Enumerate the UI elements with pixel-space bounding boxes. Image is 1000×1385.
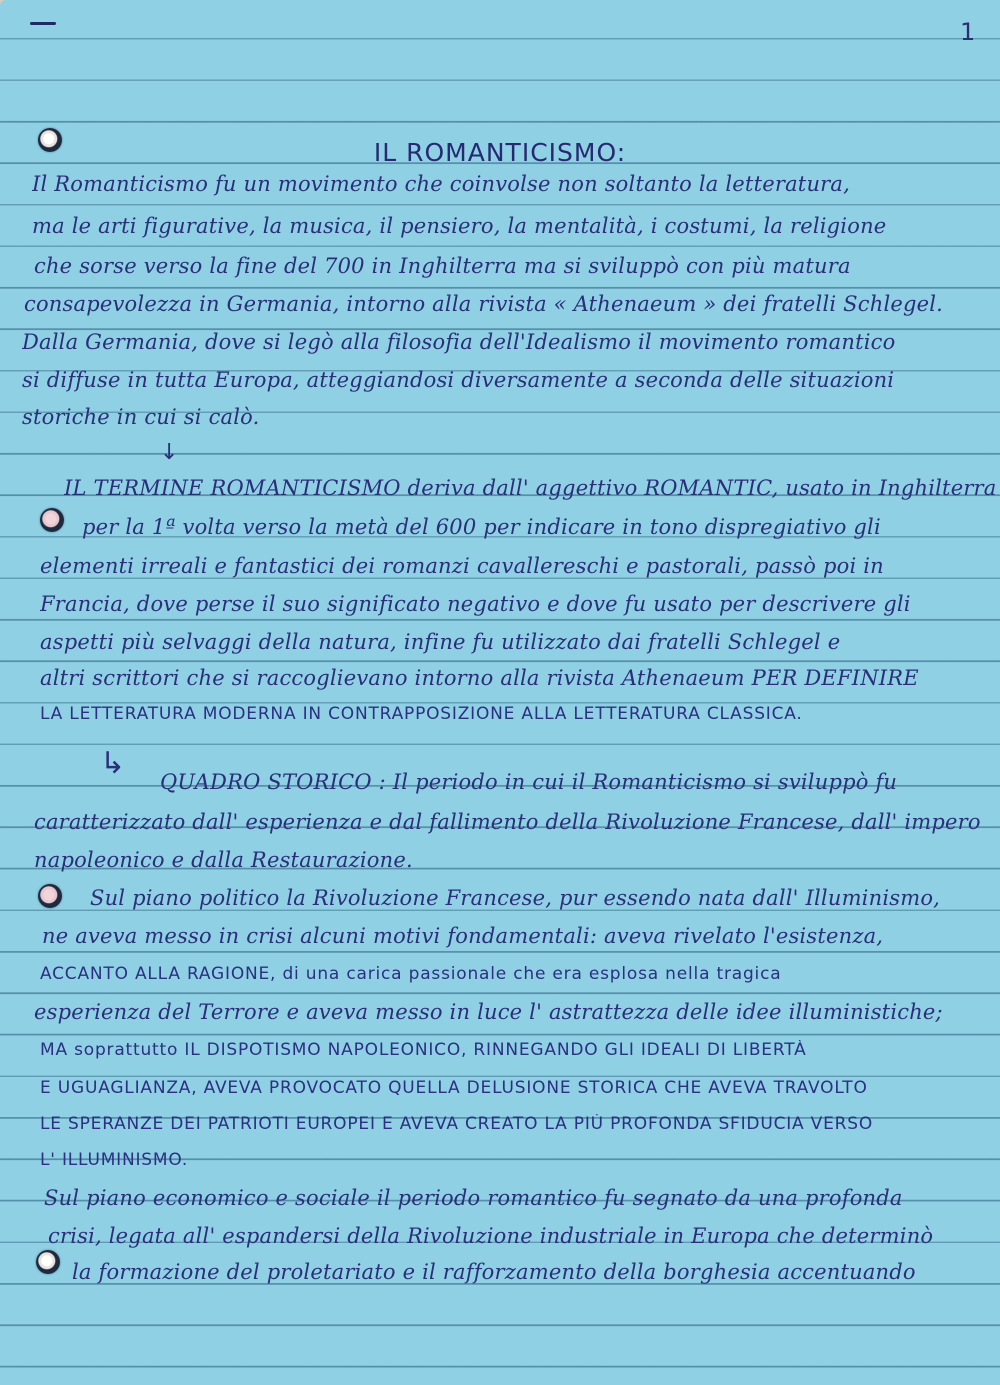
section-heading: QUADRO STORICO : Il periodo in cui il Romanticismo si sviluppò fu [160,770,898,794]
punch-hole [38,884,62,908]
text-line: ne aveva messo in crisi alcuni motivi fondamentali: aveva rivelato l'esistenza, [42,924,884,948]
text-line: LE SPERANZE DEI PATRIOTI EUROPEI E AVEVA CREATO LA PIÙ PROFONDA SFIDUCIA VERSO [40,1114,874,1134]
arrow-down-icon: ↓ [160,440,179,465]
page-title: IL ROMANTICISMO: [373,138,627,167]
text-line: ACCANTO ALLA RAGIONE, di una carica passionale che era esplosa nella tragica [40,964,782,984]
text-line: IL TERMINE ROMANTICISMO deriva dall' aggettivo ROMANTIC, usato in Inghilterra [64,476,997,500]
text-line: LA LETTERATURA MODERNA IN CONTRAPPOSIZIONE ALLA LETTERATURA CLASSICA. [40,704,803,724]
text-line: MA soprattutto IL DISPOTISMO NAPOLEONICO, RINNEGANDO GLI IDEALI DI LIBERTÀ [40,1040,807,1060]
page-number: 1 [960,18,976,46]
text-line: L' ILLUMINISMO. [40,1150,189,1170]
text-line: la formazione del proletariato e il rafforzamento della borghesia accentuando [72,1260,916,1284]
text-line: Dalla Germania, dove si legò alla filosofia dell'Idealismo il movimento romantico [22,330,896,354]
punch-hole [36,1250,60,1274]
text-line: Sul piano politico la Rivoluzione Francese, pur essendo nata dall' Illuminismo, [90,886,941,910]
text-line: Sul piano economico e sociale il periodo romantico fu segnato da una profonda [44,1186,903,1210]
dash-mark [30,22,56,25]
text-line: napoleonico e dalla Restaurazione. [34,848,413,872]
text-line: Francia, dove perse il suo significato negativo e dove fu usato per descrivere gli [40,592,911,616]
text-line: storiche in cui si calò. [22,405,260,429]
text-line: elementi irreali e fantastici dei romanzi cavallereschi e pastorali, passò poi in [40,554,884,578]
text-line: che sorse verso la fine del 700 in Inghilterra ma si sviluppò con più matura [34,254,851,278]
text-line: consapevolezza in Germania, intorno alla rivista « Athenaeum » dei fratelli Schlegel. [24,292,944,316]
text-line: altri scrittori che si raccoglievano intorno alla rivista Athenaeum PER DEFINIRE [40,666,919,690]
text-line: aspetti più selvaggi della natura, infine fu utilizzato dai fratelli Schlegel e [40,630,841,654]
text-line: crisi, legata all' espandersi della Rivoluzione industriale in Europa che determinò [48,1224,934,1248]
corner-arrow-icon: ↳ [100,746,126,781]
text-line: si diffuse in tutta Europa, atteggiandosi diversamente a seconda delle situazioni [22,368,895,392]
text-line: ma le arti figurative, la musica, il pensiero, la mentalità, i costumi, la religione [32,214,887,238]
text-line: per la 1ª volta verso la metà del 600 per indicare in tono dispregiativo gli [82,515,881,539]
text-line: E UGUAGLIANZA, AVEVA PROVOCATO QUELLA DELUSIONE STORICA CHE AVEVA TRAVOLTO [40,1078,868,1098]
punch-hole [40,508,64,532]
text-line: esperienza del Terrore e aveva messo in luce l' astrattezza delle idee illuministiche; [34,1000,943,1024]
text-line: caratterizzato dall' esperienza e dal fallimento della Rivoluzione Francese, dall' impero [34,810,981,834]
text-line: Il Romanticismo fu un movimento che coinvolse non soltanto la letteratura, [32,172,850,196]
